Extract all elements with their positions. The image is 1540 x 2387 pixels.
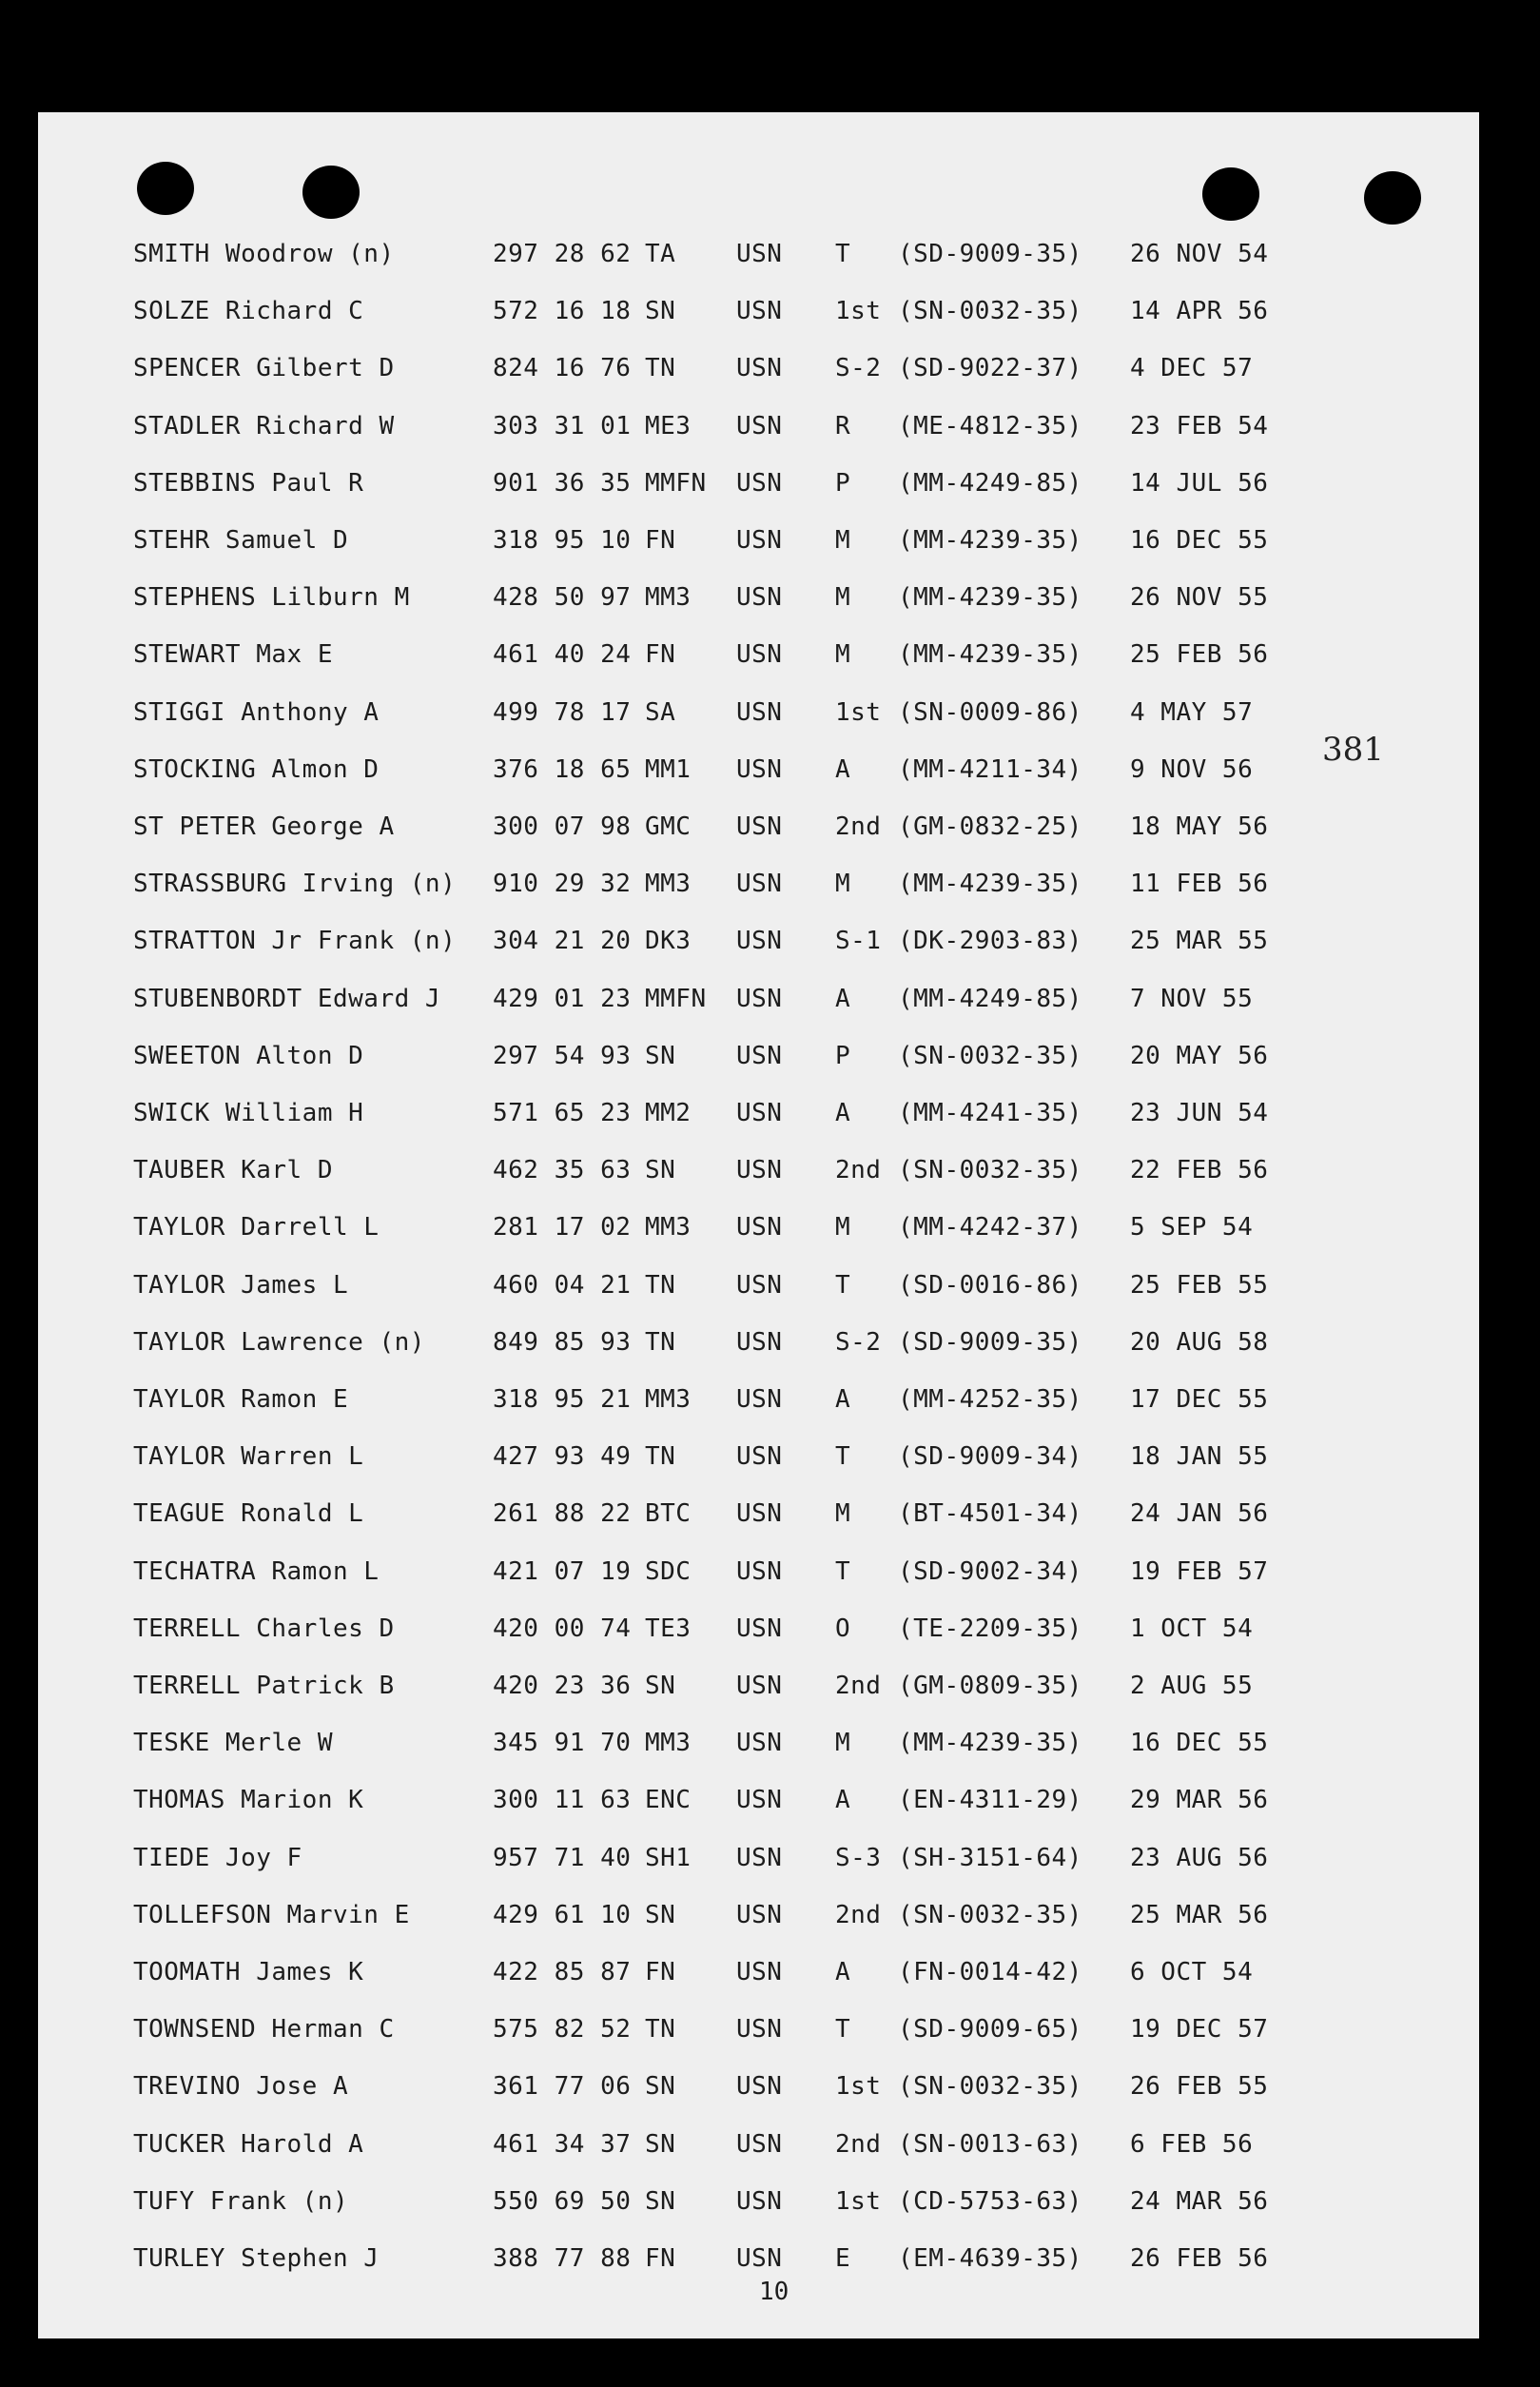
class: M: [835, 1213, 851, 1242]
branch: USN: [736, 1786, 783, 1815]
person-name: SWEETON Alton D: [133, 1041, 364, 1070]
date: 23 AUG 56: [1130, 1843, 1269, 1872]
date: 24 MAR 56: [1130, 2186, 1269, 2216]
code: (SN-0013-63): [898, 2129, 1082, 2159]
person-name: TAYLOR Lawrence (n): [133, 1327, 425, 1357]
code: (MM-4249-85): [898, 468, 1082, 498]
date: 20 MAY 56: [1130, 1041, 1269, 1070]
service-number: 297 28 62: [493, 240, 632, 268]
rate: MM3: [645, 870, 692, 899]
branch: USN: [736, 1614, 783, 1643]
list-item: [38, 240, 1479, 282]
class: T: [835, 1556, 851, 1586]
date: 2 AUG 55: [1130, 1672, 1254, 1700]
branch: USN: [736, 1442, 783, 1472]
code: (MM-4211-34): [898, 754, 1082, 784]
service-number: 261 88 22: [493, 1499, 632, 1529]
service-number: 376 18 65: [493, 754, 632, 784]
code: (SD-9002-34): [898, 1556, 1082, 1586]
service-number: 422 85 87: [493, 1958, 632, 1986]
class: P: [835, 468, 851, 498]
code: (SN-0032-35): [898, 1900, 1082, 1929]
person-name: TESKE Merle W: [133, 1729, 333, 1758]
branch: USN: [736, 1672, 783, 1700]
list-item: [38, 755, 1479, 797]
branch: USN: [736, 1729, 783, 1758]
list-item: [38, 870, 1479, 911]
service-number: 572 16 18: [493, 297, 632, 326]
date: 11 FEB 56: [1130, 870, 1269, 899]
person-name: STEPHENS Lilburn M: [133, 583, 410, 613]
person-name: TUFY Frank (n): [133, 2186, 349, 2216]
code: (EN-4311-29): [898, 1786, 1082, 1815]
service-number: 388 77 88: [493, 2244, 632, 2273]
code: (FN-0014-42): [898, 1958, 1082, 1986]
class: 1st: [835, 2072, 882, 2102]
branch: USN: [736, 1843, 783, 1872]
person-name: STEBBINS Paul R: [133, 468, 364, 498]
person-name: TERRELL Patrick B: [133, 1672, 395, 1700]
service-number: 550 69 50: [493, 2186, 632, 2216]
code: (DK-2903-83): [898, 927, 1082, 956]
service-number: 421 07 19: [493, 1556, 632, 1586]
list-item: [38, 469, 1479, 511]
list-item: [38, 2187, 1479, 2229]
date: 24 JAN 56: [1130, 1499, 1269, 1529]
rate: SH1: [645, 1843, 692, 1872]
rate: FN: [645, 640, 676, 670]
code: (SN-0032-35): [898, 297, 1082, 326]
branch: USN: [736, 2244, 783, 2273]
rate: SN: [645, 1900, 676, 1929]
service-number: 318 95 10: [493, 526, 632, 555]
class: 1st: [835, 2186, 882, 2216]
branch: USN: [736, 1270, 783, 1300]
rate: GMC: [645, 812, 692, 841]
person-name: TURLEY Stephen J: [133, 2244, 380, 2273]
rate: ME3: [645, 411, 692, 440]
branch: USN: [736, 1156, 783, 1185]
branch: USN: [736, 2072, 783, 2102]
code: (SD-0016-86): [898, 1270, 1082, 1300]
branch: USN: [736, 526, 783, 555]
service-number: 461 34 37: [493, 2129, 632, 2159]
list-item: [38, 2015, 1479, 2057]
person-name: TOLLEFSON Marvin E: [133, 1900, 410, 1929]
list-item: [38, 1729, 1479, 1771]
list-item: [38, 1213, 1479, 1255]
class: 2nd: [835, 1900, 882, 1929]
code: (MM-4239-35): [898, 1729, 1082, 1758]
branch: USN: [736, 697, 783, 727]
class: M: [835, 1729, 851, 1758]
rate: SN: [645, 1041, 676, 1070]
service-number: 824 16 76: [493, 354, 632, 383]
list-item: [38, 1271, 1479, 1313]
service-number: 428 50 97: [493, 583, 632, 613]
service-number: 361 77 06: [493, 2072, 632, 2102]
date: 25 MAR 56: [1130, 1900, 1269, 1929]
date: 19 DEC 57: [1130, 2015, 1269, 2045]
date: 25 FEB 56: [1130, 640, 1269, 670]
rate: MMFN: [645, 468, 707, 498]
rate: MM1: [645, 754, 692, 784]
class: 2nd: [835, 812, 882, 841]
person-name: TOOMATH James K: [133, 1958, 364, 1986]
code: (GM-0809-35): [898, 1672, 1082, 1700]
code: (MM-4239-35): [898, 870, 1082, 899]
code: (SN-0032-35): [898, 2072, 1082, 2102]
code: (SD-9022-37): [898, 354, 1082, 383]
rate: SN: [645, 2186, 676, 2216]
branch: USN: [736, 468, 783, 498]
code: (MM-4252-35): [898, 1385, 1082, 1414]
page-number: 10: [759, 2278, 789, 2306]
rate: SN: [645, 2072, 676, 2102]
service-number: 303 31 01: [493, 411, 632, 440]
list-item: [38, 985, 1479, 1027]
code: (ME-4812-35): [898, 411, 1082, 440]
branch: USN: [736, 1099, 783, 1127]
class: P: [835, 1041, 851, 1070]
class: S-1: [835, 927, 882, 956]
code: (GM-0832-25): [898, 812, 1082, 841]
person-name: SPENCER Gilbert D: [133, 354, 395, 383]
list-item: [38, 698, 1479, 740]
person-name: TEAGUE Ronald L: [133, 1499, 364, 1529]
service-number: 910 29 32: [493, 870, 632, 899]
person-name: TERRELL Charles D: [133, 1614, 395, 1643]
date: 26 FEB 56: [1130, 2244, 1269, 2273]
code: (SN-0009-86): [898, 697, 1082, 727]
person-name: SMITH Woodrow (n): [133, 240, 395, 268]
margin-number: 381: [1322, 731, 1384, 769]
class: 2nd: [835, 1156, 882, 1185]
service-number: 420 00 74: [493, 1614, 632, 1643]
list-item: [38, 1042, 1479, 1084]
date: 25 MAR 55: [1130, 927, 1269, 956]
service-number: 281 17 02: [493, 1213, 632, 1242]
code: (MM-4249-85): [898, 984, 1082, 1013]
class: 2nd: [835, 2129, 882, 2159]
service-number: 345 91 70: [493, 1729, 632, 1758]
service-number: 499 78 17: [493, 697, 632, 727]
date: 26 NOV 54: [1130, 240, 1269, 268]
date: 14 JUL 56: [1130, 468, 1269, 498]
date: 17 DEC 55: [1130, 1385, 1269, 1414]
person-name: SWICK William H: [133, 1099, 364, 1127]
class: M: [835, 526, 851, 555]
person-name: ST PETER George A: [133, 812, 395, 841]
code: (MM-4239-35): [898, 640, 1082, 670]
person-name: THOMAS Marion K: [133, 1786, 364, 1815]
rate: TN: [645, 2015, 676, 2045]
branch: USN: [736, 2015, 783, 2045]
list-item: [38, 1672, 1479, 1713]
list-item: [38, 1385, 1479, 1427]
code: (SD-9009-65): [898, 2015, 1082, 2045]
date: 26 NOV 55: [1130, 583, 1269, 613]
person-name: STADLER Richard W: [133, 411, 395, 440]
service-number: 304 21 20: [493, 927, 632, 956]
list-item: [38, 1156, 1479, 1198]
roster-list: [38, 112, 1479, 2338]
code: (CD-5753-63): [898, 2186, 1082, 2216]
service-number: 571 65 23: [493, 1099, 632, 1127]
person-name: TAYLOR Warren L: [133, 1442, 364, 1472]
list-item: [38, 1099, 1479, 1141]
class: 2nd: [835, 1672, 882, 1700]
rate: TN: [645, 1270, 676, 1300]
list-item: [38, 2130, 1479, 2172]
date: 25 FEB 55: [1130, 1270, 1269, 1300]
code: (TE-2209-35): [898, 1614, 1082, 1643]
branch: USN: [736, 754, 783, 784]
rate: MM3: [645, 1213, 692, 1242]
branch: USN: [736, 1556, 783, 1586]
service-number: 297 54 93: [493, 1041, 632, 1070]
person-name: TAUBER Karl D: [133, 1156, 333, 1185]
rate: MM2: [645, 1099, 692, 1127]
service-number: 300 11 63: [493, 1786, 632, 1815]
code: (MM-4239-35): [898, 583, 1082, 613]
person-name: SOLZE Richard C: [133, 297, 364, 326]
branch: USN: [736, 2186, 783, 2216]
list-item: [38, 1786, 1479, 1828]
rate: SDC: [645, 1556, 692, 1586]
date: 4 MAY 57: [1130, 697, 1254, 727]
branch: USN: [736, 583, 783, 613]
rate: SN: [645, 297, 676, 326]
service-number: 318 95 21: [493, 1385, 632, 1414]
service-number: 429 61 10: [493, 1900, 632, 1929]
date: 5 SEP 54: [1130, 1213, 1254, 1242]
person-name: TAYLOR Darrell L: [133, 1213, 380, 1242]
list-item: [38, 297, 1479, 339]
list-item: [38, 354, 1479, 396]
branch: USN: [736, 2129, 783, 2159]
branch: USN: [736, 640, 783, 670]
list-item: [38, 812, 1479, 854]
rate: TN: [645, 1442, 676, 1472]
person-name: STEHR Samuel D: [133, 526, 349, 555]
branch: USN: [736, 1327, 783, 1357]
date: 29 MAR 56: [1130, 1786, 1269, 1815]
service-number: 429 01 23: [493, 984, 632, 1013]
branch: USN: [736, 870, 783, 899]
class: A: [835, 984, 851, 1013]
rate: SN: [645, 1156, 676, 1185]
code: (BT-4501-34): [898, 1499, 1082, 1529]
branch: USN: [736, 411, 783, 440]
list-item: [38, 1958, 1479, 2000]
branch: USN: [736, 812, 783, 841]
service-number: 575 82 52: [493, 2015, 632, 2045]
class: T: [835, 240, 851, 268]
service-number: 849 85 93: [493, 1327, 632, 1357]
rate: FN: [645, 1958, 676, 1986]
branch: USN: [736, 1499, 783, 1529]
branch: USN: [736, 1385, 783, 1414]
branch: USN: [736, 984, 783, 1013]
date: 22 FEB 56: [1130, 1156, 1269, 1185]
rate: MM3: [645, 1729, 692, 1758]
date: 1 OCT 54: [1130, 1614, 1254, 1643]
rate: BTC: [645, 1499, 692, 1529]
date: 6 OCT 54: [1130, 1958, 1254, 1986]
rate: DK3: [645, 927, 692, 956]
date: 23 JUN 54: [1130, 1099, 1269, 1127]
list-item: [38, 1442, 1479, 1484]
person-name: STRATTON Jr Frank (n): [133, 927, 457, 956]
class: 1st: [835, 697, 882, 727]
rate: TN: [645, 354, 676, 383]
class: A: [835, 754, 851, 784]
service-number: 460 04 21: [493, 1270, 632, 1300]
person-name: STOCKING Almon D: [133, 754, 380, 784]
class: T: [835, 1442, 851, 1472]
code: (SD-9009-35): [898, 1327, 1082, 1357]
person-name: TREVINO Jose A: [133, 2072, 349, 2102]
service-number: 461 40 24: [493, 640, 632, 670]
service-number: 901 36 35: [493, 468, 632, 498]
date: 18 MAY 56: [1130, 812, 1269, 841]
service-number: 300 07 98: [493, 812, 632, 841]
date: 4 DEC 57: [1130, 354, 1254, 383]
person-name: STRASSBURG Irving (n): [133, 870, 457, 899]
service-number: 462 35 63: [493, 1156, 632, 1185]
list-item: [38, 2072, 1479, 2114]
list-item: [38, 1901, 1479, 1943]
list-item: [38, 1557, 1479, 1599]
code: (EM-4639-35): [898, 2244, 1082, 2273]
class: M: [835, 870, 851, 899]
list-item: [38, 1499, 1479, 1541]
code: (MM-4239-35): [898, 526, 1082, 555]
rate: TA: [645, 240, 676, 268]
class: S-2: [835, 354, 882, 383]
person-name: STUBENBORDT Edward J: [133, 984, 441, 1013]
date: 18 JAN 55: [1130, 1442, 1269, 1472]
person-name: TAYLOR Ramon E: [133, 1385, 349, 1414]
class: R: [835, 411, 851, 440]
date: 20 AUG 58: [1130, 1327, 1269, 1357]
class: E: [835, 2244, 851, 2273]
list-item: [38, 1614, 1479, 1656]
branch: USN: [736, 1213, 783, 1242]
class: M: [835, 1499, 851, 1529]
list-item: [38, 412, 1479, 454]
code: (SN-0032-35): [898, 1041, 1082, 1070]
branch: USN: [736, 354, 783, 383]
list-item: [38, 927, 1479, 968]
person-name: TOWNSEND Herman C: [133, 2015, 395, 2045]
date: 16 DEC 55: [1130, 526, 1269, 555]
date: 23 FEB 54: [1130, 411, 1269, 440]
branch: USN: [736, 1958, 783, 1986]
class: T: [835, 2015, 851, 2045]
rate: FN: [645, 2244, 676, 2273]
branch: USN: [736, 297, 783, 326]
date: 26 FEB 55: [1130, 2072, 1269, 2102]
code: (SN-0032-35): [898, 1156, 1082, 1185]
rate: SN: [645, 1672, 676, 1700]
person-name: STIGGI Anthony A: [133, 697, 380, 727]
date: 19 FEB 57: [1130, 1556, 1269, 1586]
class: A: [835, 1385, 851, 1414]
date: 14 APR 56: [1130, 297, 1269, 326]
person-name: TIEDE Joy F: [133, 1843, 302, 1872]
branch: USN: [736, 927, 783, 956]
class: M: [835, 640, 851, 670]
list-item: [38, 1844, 1479, 1886]
class: O: [835, 1614, 851, 1643]
date: 6 FEB 56: [1130, 2129, 1254, 2159]
rate: MMFN: [645, 984, 707, 1013]
date: 9 NOV 56: [1130, 754, 1254, 784]
service-number: 957 71 40: [493, 1843, 632, 1872]
list-item: [38, 1328, 1479, 1370]
rate: MM3: [645, 1385, 692, 1414]
branch: USN: [736, 1041, 783, 1070]
class: A: [835, 1099, 851, 1127]
branch: USN: [736, 1900, 783, 1929]
person-name: STEWART Max E: [133, 640, 333, 670]
person-name: TECHATRA Ramon L: [133, 1556, 380, 1586]
rate: ENC: [645, 1786, 692, 1815]
date: 16 DEC 55: [1130, 1729, 1269, 1758]
class: A: [835, 1958, 851, 1986]
document-page: [38, 112, 1479, 2338]
class: 1st: [835, 297, 882, 326]
list-item: [38, 640, 1479, 682]
class: S-2: [835, 1327, 882, 1357]
class: A: [835, 1786, 851, 1815]
rate: SA: [645, 697, 676, 727]
class: M: [835, 583, 851, 613]
person-name: TAYLOR James L: [133, 1270, 349, 1300]
rate: TN: [645, 1327, 676, 1357]
date: 7 NOV 55: [1130, 984, 1254, 1013]
rate: FN: [645, 526, 676, 555]
class: S-3: [835, 1843, 882, 1872]
person-name: TUCKER Harold A: [133, 2129, 364, 2159]
code: (SD-9009-34): [898, 1442, 1082, 1472]
code: (MM-4242-37): [898, 1213, 1082, 1242]
rate: SN: [645, 2129, 676, 2159]
list-item: [38, 583, 1479, 625]
class: T: [835, 1270, 851, 1300]
code: (SH-3151-64): [898, 1843, 1082, 1872]
service-number: 427 93 49: [493, 1442, 632, 1472]
branch: USN: [736, 240, 783, 268]
list-item: [38, 526, 1479, 568]
service-number: 420 23 36: [493, 1672, 632, 1700]
code: (MM-4241-35): [898, 1099, 1082, 1127]
rate: MM3: [645, 583, 692, 613]
code: (SD-9009-35): [898, 240, 1082, 268]
rate: TE3: [645, 1614, 692, 1643]
